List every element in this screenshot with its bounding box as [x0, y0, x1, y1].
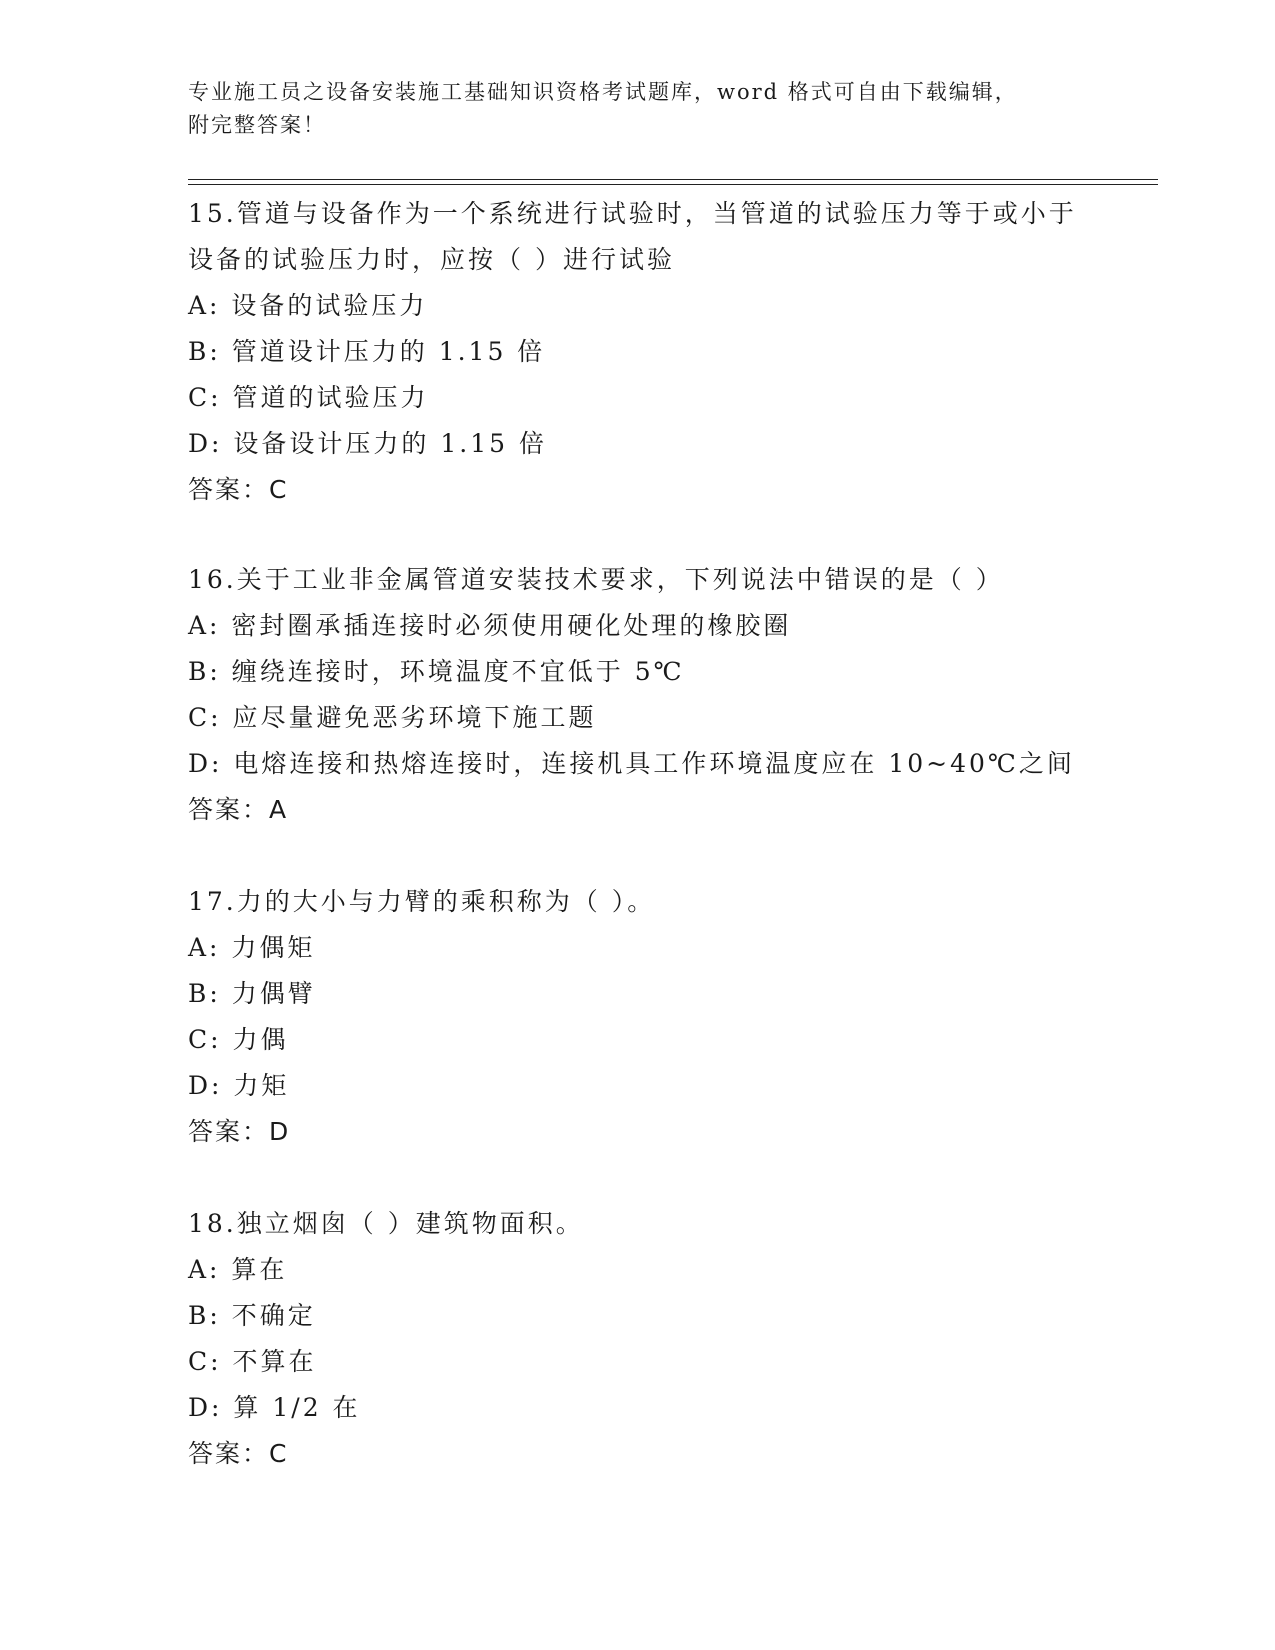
answer-line: 答案：C [188, 1439, 289, 1468]
question-spacer [188, 513, 1168, 557]
answer-line: 答案：C [188, 475, 289, 504]
question-spacer [188, 1155, 1168, 1201]
option-a: A: 设备的试验压力 [188, 291, 428, 320]
question-stem: 15.管道与设备作为一个系统进行试验时，当管道的试验压力等于或小于设备的试验压力时，应按（ ）进行试验 [188, 199, 1077, 274]
option-b: B: 管道设计压力的 1.15 倍 [188, 337, 546, 366]
header-line-2: 附完整答案！ [188, 113, 326, 137]
question-stem: 17.力的大小与力臂的乘积称为（ ）。 [188, 887, 656, 916]
question-17 [188, 879, 1168, 1155]
option-d: D: 设备设计压力的 1.15 倍 [188, 429, 547, 458]
option-d: D: 电熔连接和热熔连接时，连接机具工作环境温度应在 10~40℃之间 [188, 749, 1075, 778]
option-a: A: 密封圈承插连接时必须使用硬化处理的橡胶圈 [188, 611, 792, 640]
header-divider-top [188, 179, 1158, 180]
option-c: C: 管道的试验压力 [188, 383, 429, 412]
option-d: D: 算 1/2 在 [188, 1393, 361, 1422]
question-16 [188, 557, 1168, 833]
option-a: A: 力偶矩 [188, 933, 316, 962]
option-b: B: 力偶臂 [188, 979, 316, 1008]
option-d: D: 力矩 [188, 1071, 290, 1100]
question-18 [188, 1201, 1168, 1477]
question-list [188, 191, 1168, 1477]
option-c: C: 力偶 [188, 1025, 289, 1054]
option-b: B: 不确定 [188, 1301, 316, 1330]
option-c: C: 不算在 [188, 1347, 317, 1376]
question-spacer [188, 833, 1168, 879]
question-stem: 16.关于工业非金属管道安装技术要求，下列说法中错误的是（ ） [188, 565, 1004, 594]
question-stem: 18.独立烟囱（ ）建筑物面积。 [188, 1209, 584, 1238]
document-header [188, 76, 1088, 142]
header-line-1: 专业施工员之设备安装施工基础知识资格考试题库，word 格式可自由下载编辑， [188, 80, 1018, 104]
question-15 [188, 191, 1168, 513]
option-c: C: 应尽量避免恶劣环境下施工题 [188, 703, 597, 732]
option-b: B: 缠绕连接时，环境温度不宜低于 5℃ [188, 657, 685, 686]
answer-line: 答案：D [188, 1117, 291, 1146]
option-a: A: 算在 [188, 1255, 288, 1284]
header-divider-bottom [188, 184, 1158, 185]
answer-line: 答案：A [188, 795, 289, 824]
